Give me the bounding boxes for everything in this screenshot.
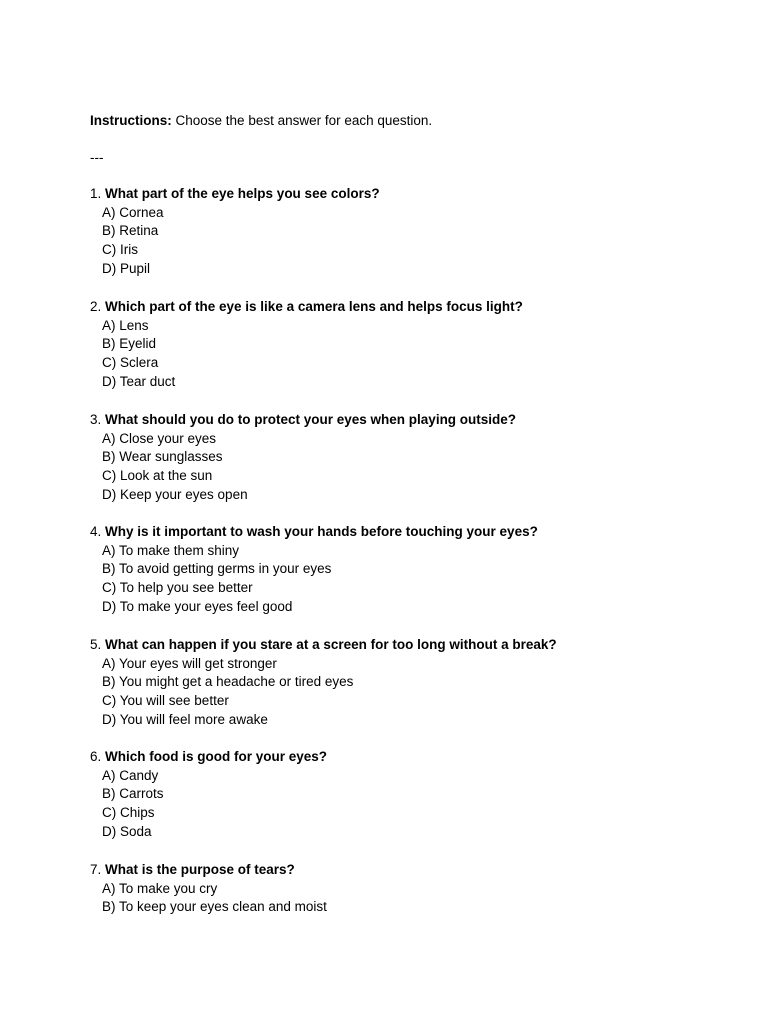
question-number: 6. bbox=[90, 749, 102, 764]
question-line bbox=[90, 185, 730, 204]
instructions bbox=[90, 112, 432, 130]
question-text: What is the purpose of tears? bbox=[105, 862, 295, 877]
question-line bbox=[90, 523, 730, 542]
answer-option: A) Your eyes will get stronger bbox=[102, 655, 277, 671]
answer-option: D) Keep your eyes open bbox=[102, 486, 248, 502]
question-2 bbox=[90, 298, 730, 392]
answer-option: B) Wear sunglasses bbox=[102, 449, 223, 465]
question-3 bbox=[90, 411, 730, 505]
question-number: 5. bbox=[90, 637, 102, 652]
answer-option: C) Look at the sun bbox=[102, 468, 213, 484]
question-number: 4. bbox=[90, 524, 102, 539]
question-text: Which food is good for your eyes? bbox=[105, 749, 328, 764]
answer-option: C) Sclera bbox=[102, 355, 159, 371]
question-4 bbox=[90, 523, 730, 617]
answer-option: C) To help you see better bbox=[102, 580, 253, 596]
question-line bbox=[90, 411, 730, 430]
question-number: 3. bbox=[90, 412, 102, 427]
answer-option: A) Candy bbox=[102, 767, 159, 783]
answer-option: A) To make you cry bbox=[102, 880, 218, 896]
question-text: Why is it important to wash your hands before touching your eyes? bbox=[105, 524, 538, 539]
question-line bbox=[90, 298, 730, 317]
answer-option: D) To make your eyes feel good bbox=[102, 598, 293, 614]
question-7 bbox=[90, 861, 730, 917]
question-line bbox=[90, 861, 730, 880]
answer-option: A) Lens bbox=[102, 317, 149, 333]
answer-option: B) Eyelid bbox=[102, 336, 157, 352]
question-line bbox=[90, 748, 730, 767]
answer-option: A) Cornea bbox=[102, 204, 164, 220]
answer-option: D) Tear duct bbox=[102, 373, 176, 389]
question-text: Which part of the eye is like a camera lens and helps focus light? bbox=[105, 299, 523, 314]
answer-option: A) To make them shiny bbox=[102, 542, 240, 558]
question-number: 1. bbox=[90, 186, 102, 201]
question-text: What can happen if you stare at a screen for too long without a break? bbox=[105, 637, 557, 652]
instructions-text: Choose the best answer for each question. bbox=[171, 113, 433, 128]
question-line bbox=[90, 636, 730, 655]
answer-option: B) Retina bbox=[102, 223, 159, 239]
answer-option: B) You might get a headache or tired eyes bbox=[102, 674, 354, 690]
question-number: 2. bbox=[90, 299, 102, 314]
question-5 bbox=[90, 636, 730, 730]
answer-option: D) You will feel more awake bbox=[102, 711, 268, 727]
separator: --- bbox=[90, 150, 104, 165]
answer-option: C) Iris bbox=[102, 242, 138, 258]
question-1 bbox=[90, 185, 730, 279]
answer-option: A) Close your eyes bbox=[102, 430, 217, 446]
answer-option: B) To avoid getting germs in your eyes bbox=[102, 561, 332, 577]
answer-option: C) You will see better bbox=[102, 693, 229, 709]
question-6 bbox=[90, 748, 730, 842]
answer-option: C) Chips bbox=[102, 805, 155, 821]
question-text: What should you do to protect your eyes when playing outside? bbox=[105, 412, 517, 427]
question-number: 7. bbox=[90, 862, 102, 877]
instructions-label: Instructions: bbox=[90, 113, 172, 128]
answer-option: B) To keep your eyes clean and moist bbox=[102, 899, 327, 915]
question-text: What part of the eye helps you see colors? bbox=[105, 186, 380, 201]
answer-option: B) Carrots bbox=[102, 786, 164, 802]
answer-option: D) Soda bbox=[102, 823, 152, 839]
answer-option: D) Pupil bbox=[102, 260, 151, 276]
